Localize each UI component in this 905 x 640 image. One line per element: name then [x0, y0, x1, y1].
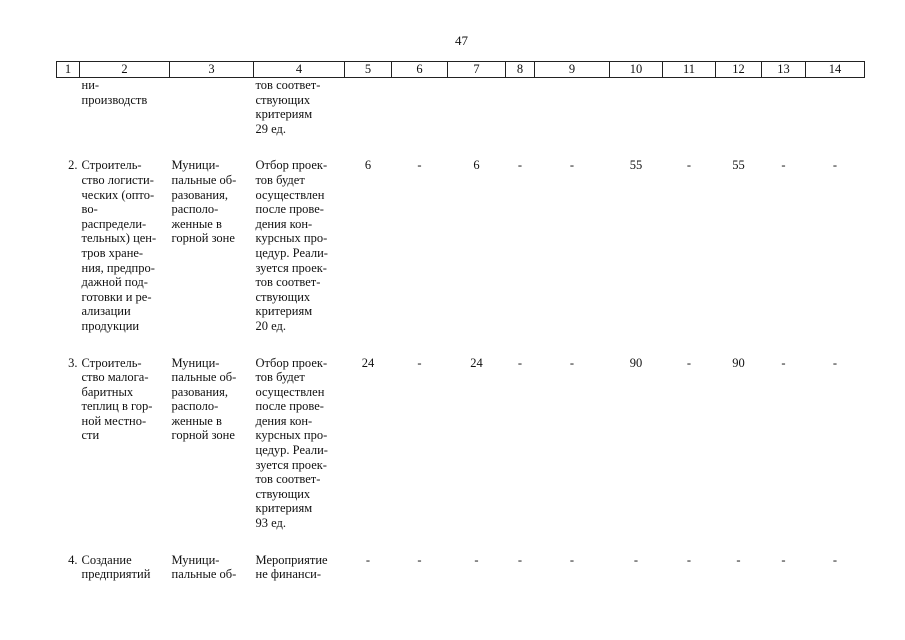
- text-line: Муници-: [171, 158, 220, 173]
- text-line: тров хране-: [81, 245, 144, 260]
- text-line: цедур. Реали-: [255, 245, 328, 260]
- text-line: ческих (опто-: [81, 187, 155, 202]
- text-line: распредели-: [81, 216, 147, 231]
- column-number-9: 9: [535, 62, 610, 78]
- description: [254, 158, 345, 333]
- row-spacer: [57, 136, 865, 158]
- text-line: 29 ед.: [255, 121, 286, 136]
- text-line: разования,: [171, 187, 228, 202]
- text-line: готовки и ре-: [81, 289, 152, 304]
- value-col-11: -: [686, 158, 692, 173]
- column-number-2: 2: [80, 62, 170, 78]
- text-line: осуществлен: [255, 187, 325, 202]
- text-line: осуществлен: [255, 384, 325, 399]
- text-line: производств: [81, 92, 148, 107]
- measure-name: [80, 553, 170, 582]
- text-line: сти: [81, 428, 100, 443]
- text-line: курсных про-: [255, 231, 328, 246]
- table-row: [57, 553, 865, 582]
- text-line: ализации: [81, 304, 131, 319]
- value-col-7: 24: [470, 355, 483, 370]
- text-line: 20 ед.: [255, 318, 286, 333]
- text-line: пальные об-: [171, 370, 237, 385]
- text-line: ство малога-: [81, 370, 149, 385]
- carryover-col2: [80, 78, 170, 137]
- row-number: 4.: [68, 552, 78, 567]
- text-line: ствующих: [255, 289, 311, 304]
- value-col-5: -: [365, 552, 371, 567]
- value-col-13: -: [781, 355, 786, 370]
- value-col-8: -: [517, 355, 523, 370]
- column-number-1: 1: [57, 62, 80, 78]
- column-number-10: 10: [610, 62, 663, 78]
- value-col-7: 6: [473, 158, 480, 173]
- value-col-12: 90: [732, 355, 745, 370]
- row-spacer: [57, 531, 865, 553]
- text-line: ной местно-: [81, 413, 147, 428]
- text-line: баритных: [81, 384, 134, 399]
- carryover-col4: [254, 78, 345, 137]
- value-col-13: -: [781, 552, 786, 567]
- text-line: зуется проек-: [255, 260, 327, 275]
- spacer-cell: [57, 334, 865, 356]
- value-col-9: -: [569, 355, 575, 370]
- value-col-9: -: [569, 158, 575, 173]
- value-col-6: -: [417, 158, 422, 173]
- value-col-12: 55: [732, 158, 745, 173]
- column-number-13: 13: [762, 62, 806, 78]
- row-spacer: [57, 334, 865, 356]
- text-line: Строитель-: [81, 355, 142, 370]
- text-line: теплиц в гор-: [81, 399, 153, 414]
- table-row: [57, 158, 865, 333]
- column-number-7: 7: [448, 62, 506, 78]
- row-number: 2.: [68, 158, 78, 173]
- text-line: тов будет: [255, 370, 305, 385]
- text-line: ствующих: [255, 486, 311, 501]
- text-line: горной зоне: [171, 231, 235, 246]
- text-line: критериям: [255, 304, 313, 319]
- text-line: не финанси-: [255, 567, 321, 582]
- text-line: критериям: [255, 501, 313, 516]
- value-col-11: -: [686, 552, 692, 567]
- column-number-5: 5: [345, 62, 392, 78]
- text-line: женные в: [171, 216, 222, 231]
- text-line: тов будет: [255, 172, 305, 187]
- text-line: ствующих: [255, 92, 311, 107]
- text-line: располо-: [171, 202, 219, 217]
- text-line: Муници-: [171, 355, 220, 370]
- value-col-12: -: [736, 552, 741, 567]
- text-line: после прове-: [255, 399, 324, 414]
- data-table: [56, 61, 865, 582]
- value-col-7: -: [474, 552, 479, 567]
- territory: [170, 553, 254, 582]
- column-number-4: 4: [254, 62, 345, 78]
- text-line: продукции: [81, 318, 140, 333]
- text-line: дажной под-: [81, 275, 148, 290]
- text-line: критериям: [255, 107, 313, 122]
- text-line: цедур. Реали-: [255, 443, 328, 458]
- carryover-row: [57, 78, 865, 137]
- value-col-5: 6: [364, 158, 372, 173]
- description: [254, 356, 345, 531]
- text-line: располо-: [171, 399, 219, 414]
- spacer-cell: [57, 531, 865, 553]
- value-col-14: -: [832, 552, 838, 567]
- value-col-14: -: [832, 355, 838, 370]
- value-col-6: -: [417, 355, 422, 370]
- text-line: 93 ед.: [255, 516, 286, 531]
- text-line: курсных про-: [255, 428, 328, 443]
- value-col-8: -: [517, 552, 523, 567]
- measure-name: [80, 356, 170, 531]
- text-line: после прове-: [255, 202, 324, 217]
- value-col-11: -: [686, 355, 692, 370]
- text-line: ство логисти-: [81, 172, 154, 187]
- text-line: Создание: [81, 552, 132, 567]
- value-col-6: -: [417, 552, 422, 567]
- text-line: пальные об-: [171, 567, 237, 582]
- text-line: ни-: [81, 78, 100, 92]
- text-line: зуется проек-: [255, 457, 327, 472]
- column-number-14: 14: [806, 62, 865, 78]
- spacer-cell: [57, 136, 865, 158]
- text-line: во-: [81, 202, 98, 217]
- territory: [170, 158, 254, 333]
- page-number: 47: [455, 33, 468, 48]
- value-col-13: -: [781, 158, 786, 173]
- value-col-10: -: [633, 552, 639, 567]
- text-line: горной зоне: [171, 428, 235, 443]
- column-number-row: [57, 62, 865, 78]
- column-number-11: 11: [663, 62, 716, 78]
- value-col-14: -: [832, 158, 838, 173]
- text-line: пальные об-: [171, 172, 237, 187]
- value-col-5: 24: [361, 355, 375, 370]
- column-number-6: 6: [392, 62, 448, 78]
- text-line: Отбор проек-: [255, 158, 328, 173]
- text-line: Муници-: [171, 552, 220, 567]
- description: [254, 553, 345, 582]
- text-line: тельных) цен-: [81, 231, 157, 246]
- text-line: тов соответ-: [255, 472, 321, 487]
- column-number-12: 12: [716, 62, 762, 78]
- table-row: [57, 356, 865, 531]
- text-line: дения кон-: [255, 413, 313, 428]
- text-line: предприятий: [81, 567, 151, 582]
- text-line: Строитель-: [81, 158, 142, 173]
- value-col-9: -: [569, 552, 575, 567]
- text-line: тов соответ-: [255, 78, 321, 92]
- text-line: женные в: [171, 413, 222, 428]
- text-line: тов соответ-: [255, 275, 321, 290]
- value-col-10: 55: [629, 158, 643, 173]
- text-line: дения кон-: [255, 216, 313, 231]
- text-line: Отбор проек-: [255, 355, 328, 370]
- measure-name: [80, 158, 170, 333]
- value-col-10: 90: [629, 355, 643, 370]
- text-line: Мероприятие: [255, 552, 328, 567]
- row-number: 3.: [68, 355, 78, 370]
- column-number-8: 8: [506, 62, 535, 78]
- text-line: разования,: [171, 384, 228, 399]
- value-col-8: -: [517, 158, 523, 173]
- territory: [170, 356, 254, 531]
- column-number-3: 3: [170, 62, 254, 78]
- text-line: ния, предпро-: [81, 260, 155, 275]
